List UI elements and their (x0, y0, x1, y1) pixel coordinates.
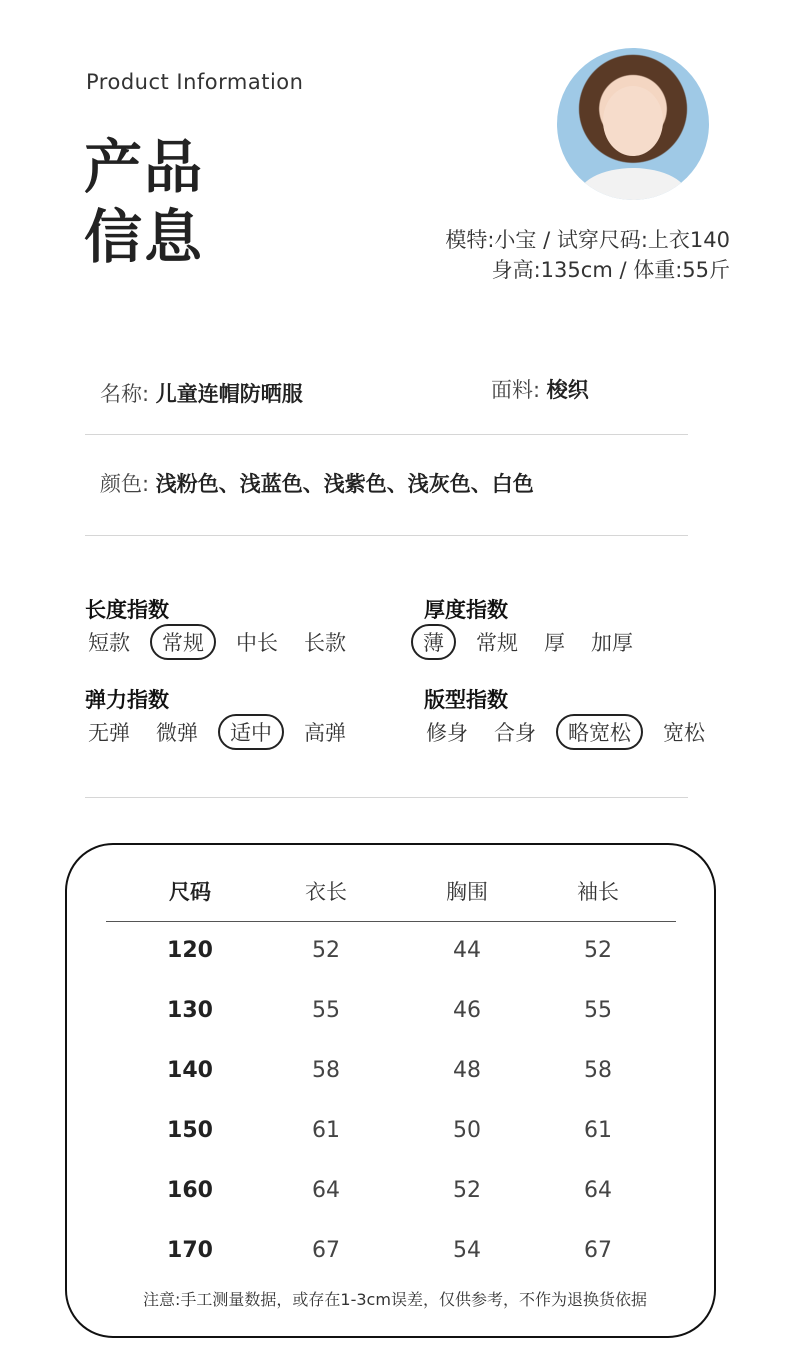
thickness-index-options (411, 624, 653, 660)
color-label: 颜色: (100, 472, 156, 496)
table-cell: 150 (167, 1118, 213, 1143)
index-option: 高弹 (304, 721, 346, 745)
page-title-line1: 产品 (84, 133, 205, 201)
table-cell: 140 (167, 1058, 213, 1083)
index-option: 微弹 (156, 721, 198, 745)
table-cell: 52 (453, 1178, 481, 1203)
table-cell: 55 (312, 998, 340, 1023)
index-option: 略宽松 (556, 714, 643, 750)
fit-index-title: 版型指数 (424, 688, 508, 712)
divider (85, 535, 688, 536)
index-option: 长款 (304, 631, 346, 655)
table-cell: 160 (167, 1178, 213, 1203)
index-option: 常规 (150, 624, 216, 660)
index-option: 适中 (218, 714, 284, 750)
table-cell: 50 (453, 1118, 481, 1143)
model-info-line1: 模特:小宝 / 试穿尺码:上衣140 (445, 228, 730, 252)
elasticity-index-options (82, 714, 366, 750)
size-chart-box (65, 843, 716, 1338)
elasticity-index-title: 弹力指数 (85, 688, 169, 712)
index-option: 薄 (411, 624, 456, 660)
table-cell: 46 (453, 998, 481, 1023)
fit-index-options (420, 714, 725, 750)
table-header-cell: 袖长 (577, 880, 619, 904)
table-cell: 48 (453, 1058, 481, 1083)
table-cell: 170 (167, 1238, 213, 1263)
table-cell: 61 (312, 1118, 340, 1143)
table-cell: 67 (584, 1238, 612, 1263)
fabric-label: 面料: (491, 378, 547, 402)
divider (85, 797, 688, 798)
table-header-divider (106, 921, 676, 922)
index-option: 无弹 (88, 721, 130, 745)
fabric-value: 梭织 (546, 378, 589, 402)
name-label: 名称: (100, 382, 156, 406)
index-option: 修身 (426, 721, 468, 745)
color-row (100, 468, 534, 498)
table-cell: 55 (584, 998, 612, 1023)
table-header-cell: 胸围 (446, 880, 488, 904)
index-option: 合身 (494, 721, 536, 745)
name-row (100, 378, 303, 408)
table-cell: 120 (167, 938, 213, 963)
page-title-line2: 信息 (84, 203, 205, 271)
table-header-cell: 衣长 (305, 880, 347, 904)
divider (85, 434, 688, 435)
measurement-note: 注意:手工测量数据，或存在1-3cm误差，仅供参考，不作为退换货依据 (143, 1290, 647, 1309)
index-option: 厚 (544, 631, 565, 655)
table-cell: 64 (584, 1178, 612, 1203)
table-cell: 67 (312, 1238, 340, 1263)
index-option: 宽松 (663, 721, 705, 745)
model-avatar (557, 48, 709, 200)
table-cell: 58 (312, 1058, 340, 1083)
index-option: 中长 (236, 631, 278, 655)
index-option: 常规 (476, 631, 518, 655)
thickness-index-title: 厚度指数 (424, 598, 508, 622)
index-option: 短款 (88, 631, 130, 655)
table-cell: 52 (312, 938, 340, 963)
table-cell: 54 (453, 1238, 481, 1263)
avatar-face (603, 86, 663, 156)
table-cell: 52 (584, 938, 612, 963)
index-option: 加厚 (591, 631, 633, 655)
color-value: 浅粉色、浅蓝色、浅紫色、浅灰色、白色 (155, 472, 534, 496)
model-info-line2: 身高:135cm / 体重:55斤 (491, 258, 730, 282)
length-index-title: 长度指数 (85, 598, 169, 622)
table-cell: 61 (584, 1118, 612, 1143)
avatar-shirt (577, 168, 689, 200)
table-cell: 58 (584, 1058, 612, 1083)
fabric-row (491, 374, 589, 404)
table-cell: 64 (312, 1178, 340, 1203)
length-index-options (82, 624, 366, 660)
table-cell: 130 (167, 998, 213, 1023)
subtitle-en: Product Information (86, 70, 304, 94)
table-cell: 44 (453, 938, 481, 963)
table-header-cell: 尺码 (169, 880, 211, 904)
name-value: 儿童连帽防晒服 (155, 382, 303, 406)
